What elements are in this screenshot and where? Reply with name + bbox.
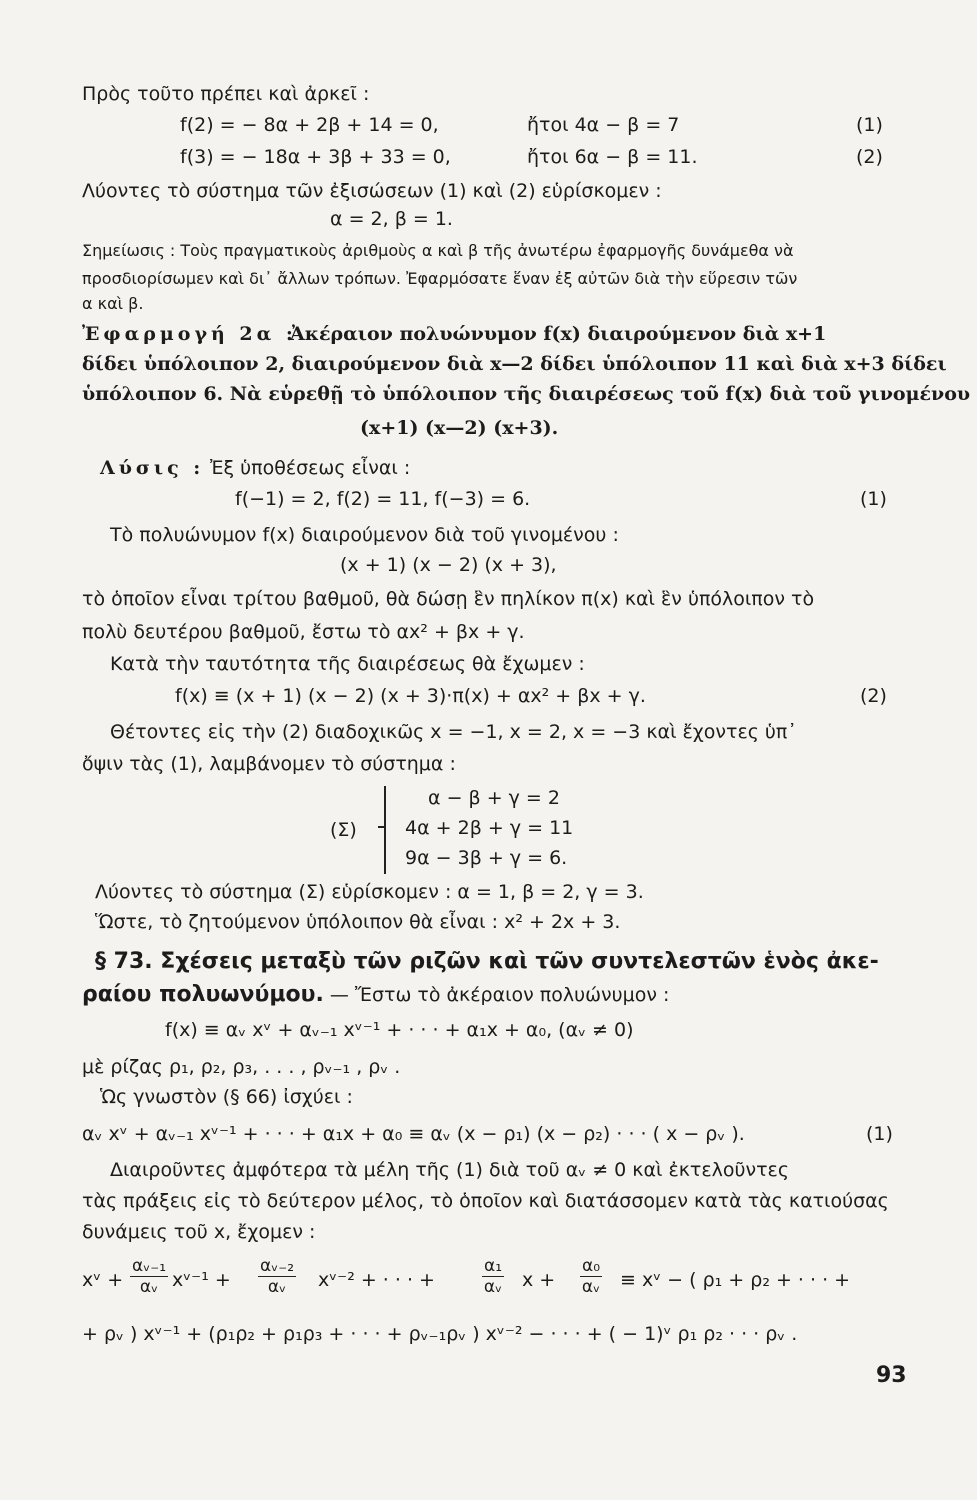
- text-line: μὲ ρίζας ρ₁, ρ₂, ρ₃, . . . , ρᵥ₋₁ , ρᵥ .: [82, 1056, 401, 1078]
- equation-number: (2): [856, 146, 883, 168]
- text-line: Τὸ πολυώνυμον f(x) διαιρούμενον διὰ τοῦ γινομένου :: [110, 524, 619, 546]
- fraction-denominator: αᵥ: [581, 1277, 601, 1297]
- equation-number: (2): [860, 685, 887, 707]
- system-equation: 4α + 2β + γ = 11: [405, 817, 574, 839]
- equation: f(2) = − 8α + 2β + 14 = 0,: [180, 114, 439, 136]
- fraction: [482, 1256, 504, 1297]
- equation: f(−1) = 2, f(2) = 11, f(−3) = 6.: [235, 488, 531, 510]
- problem-text: Ἀκέραιον πολυώνυμον f(x) διαιρούμενον διὰ x+1: [290, 323, 827, 345]
- text-line: Πρὸς τοῦτο πρέπει καὶ ἀρκεῖ :: [82, 83, 370, 105]
- fraction-numerator: α₁: [484, 1256, 503, 1276]
- fraction: [130, 1256, 168, 1297]
- problem-text: ὑπόλοιπον 6. Νὰ εὑρεθῇ τὸ ὑπόλοιπον τῆς διαιρέσεως τοῦ f(x) διὰ τοῦ γινομένου: [82, 383, 971, 405]
- equation: ἤτοι 6α − β = 11.: [527, 146, 698, 168]
- system-label: (Σ): [330, 819, 357, 841]
- equation: f(x) ≡ αᵥ xᵛ + αᵥ₋₁ xᵛ⁻¹ + · · · + α₁x + α₀, (αᵥ ≠ 0): [165, 1019, 634, 1041]
- equation-number: (1): [866, 1123, 893, 1145]
- text-line: Λύοντες τὸ σύστημα (Σ) εὑρίσκομεν : α = 1, β = 2, γ = 3.: [95, 881, 644, 903]
- equation-term: ≡ xᵛ − ( ρ₁ + ρ₂ + · · · +: [620, 1269, 851, 1291]
- equation: f(3) = − 18α + 3β + 33 = 0,: [180, 146, 451, 168]
- text-line: Λύοντες τὸ σύστημα τῶν ἐξισώσεων (1) καὶ (2) εὑρίσκομεν :: [82, 180, 662, 202]
- equation-term: xᵛ⁻¹ +: [172, 1269, 231, 1291]
- text-line: δυνάμεις τοῦ x, ἔχομεν :: [82, 1221, 316, 1243]
- equation: αᵥ xᵛ + αᵥ₋₁ xᵛ⁻¹ + · · · + α₁x + α₀ ≡ αᵥ (x − ρ₁) (x − ρ₂) · · · ( x − ρᵥ ).: [82, 1123, 745, 1145]
- text-line: ὄψιν τὰς (1), λαμβάνομεν τὸ σύστημα :: [82, 753, 456, 775]
- section-heading-continued: ραίου πολυωνύμου.: [82, 982, 324, 1007]
- problem-text: (x+1) (x—2) (x+3).: [360, 417, 559, 439]
- fraction: [580, 1256, 602, 1297]
- equation-term: x +: [522, 1269, 556, 1291]
- solution-label: Λύσις :: [100, 457, 205, 479]
- equation-term: xᵛ +: [82, 1269, 124, 1291]
- note-line: προσδιορίσωμεν καὶ δι᾽ ἄλλων τρόπων. Ἐφαρμόσατε ἕναν ἐξ αὐτῶν διὰ τὴν εὕρεσιν τῶν: [82, 269, 798, 288]
- text-line: Ὥστε, τὸ ζητούμενον ὑπόλοιπον θὰ εἶναι : x² + 2x + 3.: [95, 911, 621, 933]
- equation: ἤτοι 4α − β = 7: [527, 114, 680, 136]
- equation: + ρᵥ ) xᵛ⁻¹ + (ρ₁ρ₂ + ρ₁ρ₃ + · · · + ρᵥ₋₁ρᵥ ) xᵛ⁻² − · · · + ( − 1)ᵛ ρ₁ ρ₂ · · · ρᵥ .: [82, 1323, 798, 1345]
- fraction-denominator: αᵥ: [483, 1277, 503, 1297]
- equation-term: xᵛ⁻² + · · · +: [318, 1269, 435, 1291]
- note-line: Σημείωσις : Τοὺς πραγματικοὺς ἀριθμοὺς α καὶ β τῆς ἀνωτέρω ἐφαρμογῆς δυνάμεθα νὰ: [82, 241, 794, 260]
- equation: α = 2, β = 1.: [330, 208, 453, 230]
- application-label: Ἐφαρμογή 2α :: [82, 323, 297, 345]
- text-line: Ὡς γνωστὸν (§ 66) ἰσχύει :: [100, 1086, 353, 1108]
- fraction-denominator: αᵥ: [139, 1277, 159, 1297]
- text-line: πολὺ δευτέρου βαθμοῦ, ἔστω τὸ αx² + βx + γ.: [82, 621, 525, 643]
- text-line: Διαιροῦντες ἀμφότερα τὰ μέλη τῆς (1) διὰ τοῦ αᵥ ≠ 0 καὶ ἐκτελοῦντες: [110, 1159, 789, 1181]
- page-number: 93: [876, 1363, 907, 1388]
- system-equation: 9α − 3β + γ = 6.: [405, 847, 568, 869]
- fraction-numerator: αᵥ₋₂: [260, 1256, 295, 1276]
- equation-number: (1): [856, 114, 883, 136]
- equation: f(x) ≡ (x + 1) (x − 2) (x + 3)·π(x) + αx² + βx + γ.: [175, 685, 646, 707]
- equation-number: (1): [860, 488, 887, 510]
- text-line: Ἐξ ὑποθέσεως εἶναι :: [210, 457, 411, 479]
- text-line: τὰς πράξεις εἰς τὸ δεύτερον μέλος, τὸ ὁποῖον καὶ διατάσσομεν κατὰ τὰς κατιούσας: [82, 1190, 889, 1212]
- equation: (x + 1) (x − 2) (x + 3),: [340, 554, 557, 576]
- section-heading: § 73. Σχέσεις μεταξὺ τῶν ριζῶν καὶ τῶν συντελεστῶν ἑνὸς ἀκε-: [95, 949, 879, 974]
- text-line: Θέτοντες εἰς τὴν (2) διαδοχικῶς x = −1, x = 2, x = −3 καὶ ἔχοντες ὑπ᾽: [110, 721, 797, 743]
- fraction-denominator: αᵥ: [267, 1277, 287, 1297]
- problem-text: δίδει ὑπόλοιπον 2, διαιρούμενον διὰ x—2 δίδει ὑπόλοιπον 11 καὶ διὰ x+3 δίδει: [82, 353, 947, 375]
- fraction-numerator: αᵥ₋₁: [132, 1256, 167, 1276]
- fraction: [258, 1256, 296, 1297]
- note-line: α καὶ β.: [82, 294, 144, 313]
- fraction-numerator: α₀: [582, 1256, 601, 1276]
- section-heading-line: [82, 983, 669, 1007]
- text-line: τὸ ὁποῖον εἶναι τρίτου βαθμοῦ, θὰ δώσῃ ἓν πηλίκον π(x) καὶ ἓν ὑπόλοιπον τὸ: [82, 588, 815, 610]
- text-line: — Ἔστω τὸ ἀκέραιον πολυώνυμον :: [323, 984, 670, 1006]
- text-line: Κατὰ τὴν ταυτότητα τῆς διαιρέσεως θὰ ἔχωμεν :: [110, 653, 585, 675]
- system-equation: α − β + γ = 2: [428, 787, 560, 809]
- system-brace: [384, 786, 394, 874]
